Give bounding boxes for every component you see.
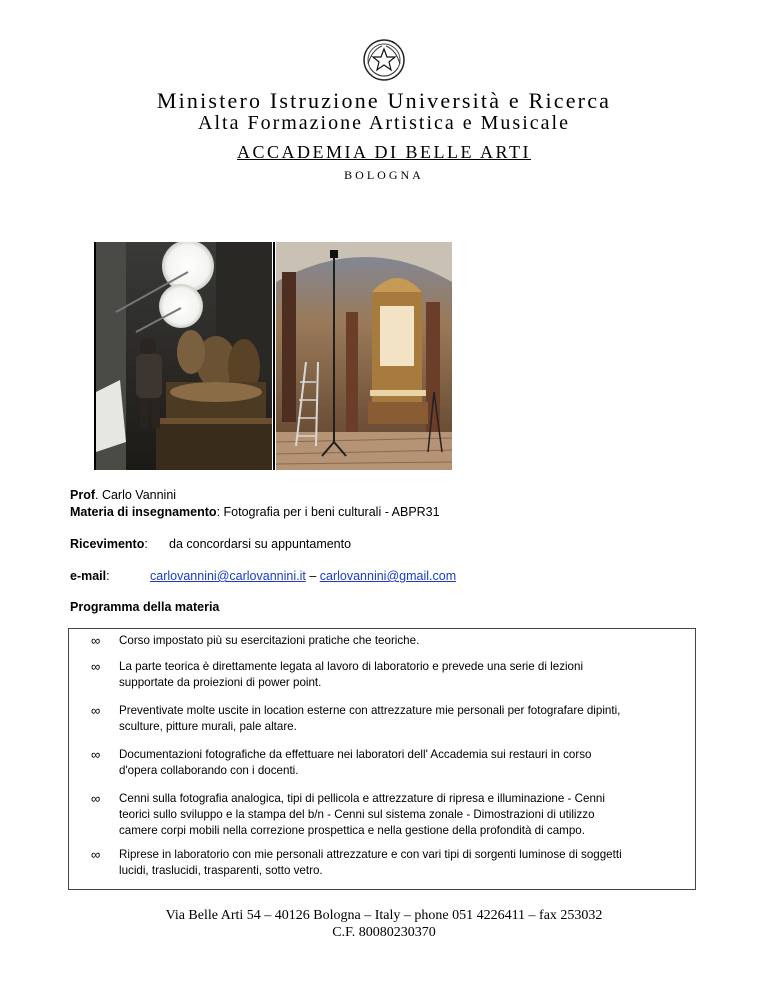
photo-sculpture-lighting: [96, 242, 272, 470]
program-item: ∞ Riprese in laboratorio con mie personali attrezzature e con vari tipi di sorgenti luminose di soggetti lucidi, traslucidi, trasparenti, sotto vetro.: [91, 847, 622, 877]
email-label: e-mail: [70, 569, 107, 583]
infinity-bullet-icon: ∞: [91, 791, 101, 806]
division-title: Alta Formazione Artistica e Musicale: [198, 112, 570, 134]
infinity-bullet-icon: ∞: [91, 847, 101, 862]
infinity-bullet-icon: ∞: [91, 703, 101, 718]
photo-church-altar: [276, 242, 452, 470]
infinity-bullet-icon: ∞: [91, 659, 101, 674]
program-title: Programma della materia: [70, 600, 220, 614]
infinity-bullet-icon: ∞: [91, 633, 101, 648]
professor-name: . Carlo Vannini: [95, 488, 177, 502]
infinity-bullet-icon: ∞: [91, 747, 101, 762]
email-link-secondary[interactable]: carlovannini@gmail.com: [319, 569, 457, 583]
reception-label: Ricevimento: [70, 537, 145, 551]
ministry-title: Ministero Istruzione Università e Ricerca: [156, 88, 612, 113]
program-item: ∞ Cenni sulla fotografia analogica, tipi di pellicola e attrezzature di ripresa e illuminazione - Cenni teorici sullo sviluppo e la stampa del b/n - Cenni sul sistema zonale - Dimostrazioni di utilizzo camere corpi mobili nella correzione prospettica e nella gestione della profondità di campo.: [91, 791, 605, 837]
footer-address: Via Belle Arti 54 – 40126 Bologna – Italy – phone 051 4226411 – fax 253032: [165, 908, 603, 923]
professor-line: [70, 488, 176, 502]
italian-republic-emblem-icon: [362, 38, 406, 82]
program-item: ∞ Preventivate molte uscite in location esterne con attrezzature mie personali per fotografare dipinti, sculture, pitture murali, pale altare.: [91, 703, 621, 733]
program-item: ∞ Documentazioni fotografiche da effettuare nei laboratori dell' Accademia sui restauri in corso d'opera collaborando con i docenti.: [91, 747, 592, 777]
professor-label: Prof: [70, 488, 95, 502]
email-line: e-mail: carlovannini@carlovannini.it – carlovannini@gmail.com: [70, 569, 457, 583]
footer-fiscal-code: C.F. 80080230370: [332, 925, 436, 940]
email-link-primary[interactable]: carlovannini@carlovannini.it: [150, 569, 306, 583]
reception-value: da concordarsi su appuntamento: [169, 537, 352, 551]
city-title: BOLOGNA: [344, 168, 424, 182]
subject-label: Materia di insegnamento: [70, 505, 217, 519]
program-item: ∞ La parte teorica è direttamente legata al lavoro di laboratorio e prevede una serie di lezioni supportate da proiezioni di power point.: [91, 659, 584, 689]
photo-divider: [273, 242, 275, 470]
program-item: ∞ Corso impostato più su esercitazioni pratiche che teoriche.: [91, 633, 420, 648]
subject-value: : Fotografia per i beni culturali - ABPR31: [216, 505, 440, 519]
program-box: [68, 628, 696, 890]
reception-line: Ricevimento: da concordarsi su appuntamento: [70, 537, 352, 551]
subject-line: [70, 505, 440, 519]
academy-title: ACCADEMIA DI BELLE ARTI: [237, 142, 531, 162]
email-separator: –: [309, 569, 317, 583]
